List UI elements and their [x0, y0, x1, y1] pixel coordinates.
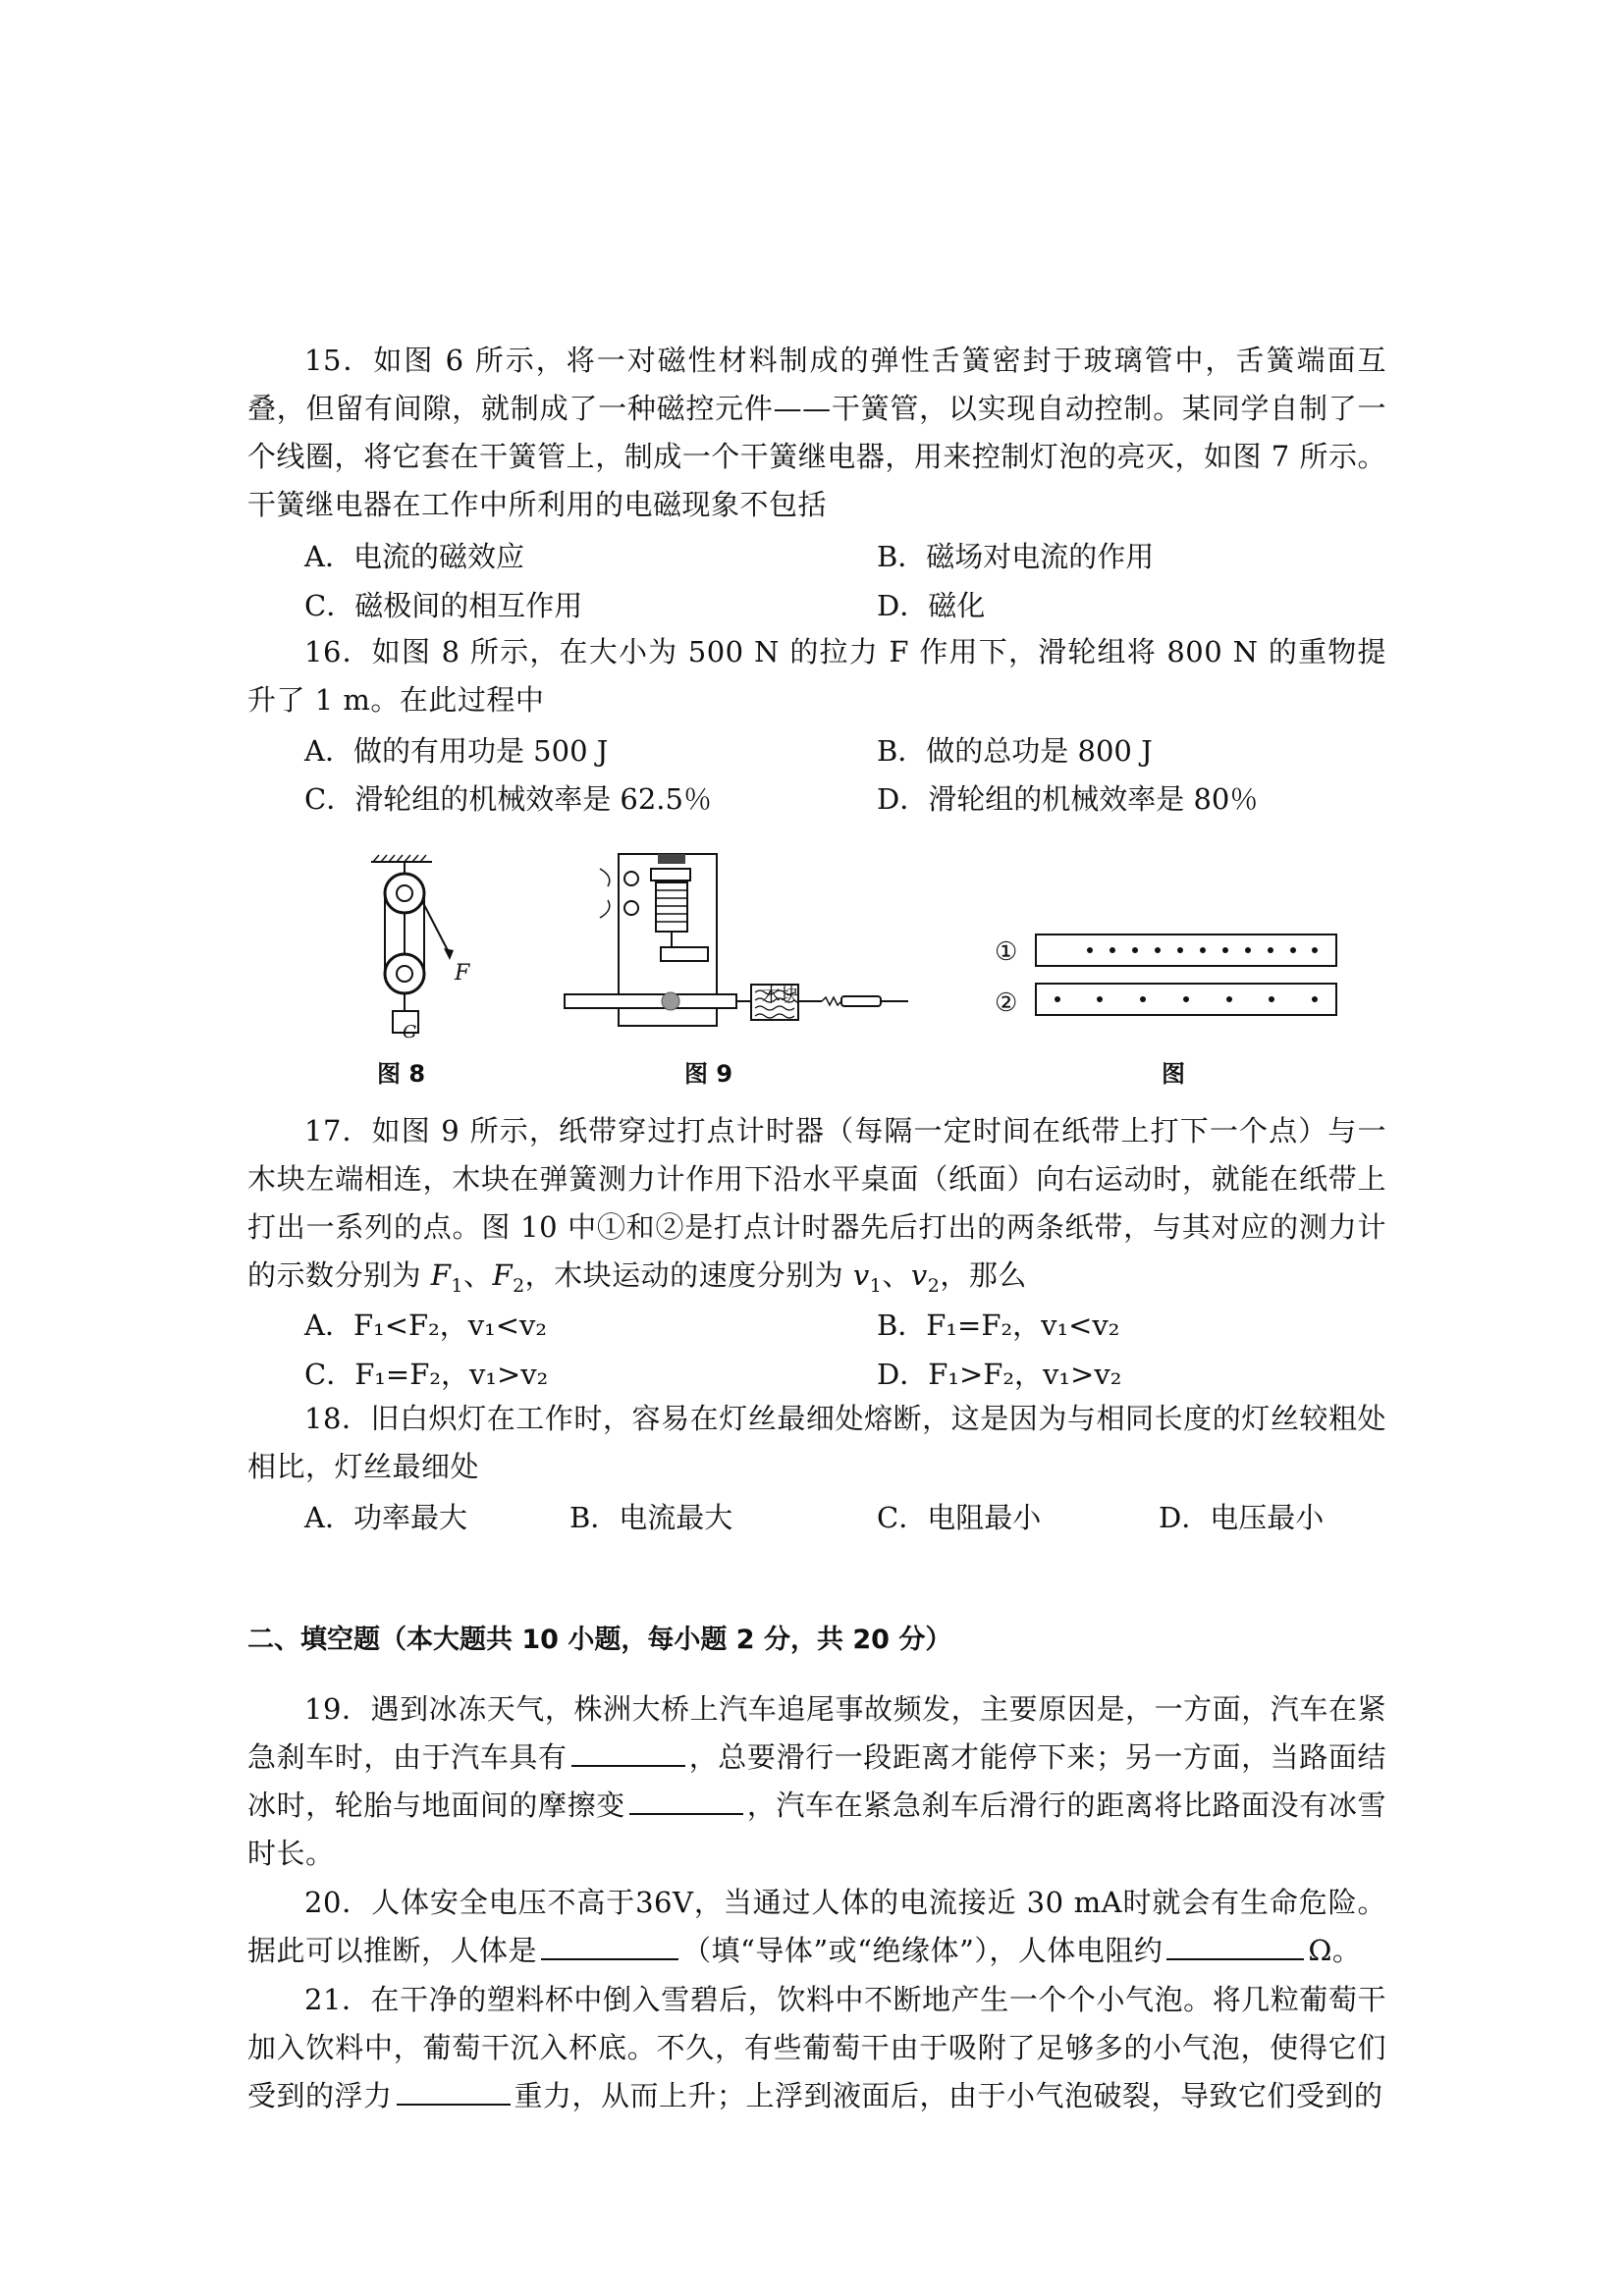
q17-f2-sub: 2 — [513, 1274, 525, 1297]
question-21-text — [247, 1976, 1386, 2120]
q15-option-c: C．磁极间的相互作用 — [304, 589, 583, 622]
q17-v2: v — [910, 1258, 928, 1292]
q17-f2: F — [492, 1258, 514, 1292]
figure-10-tape-2-label: ② — [995, 988, 1018, 1018]
q20-part-3: Ω。 — [1308, 1934, 1362, 1967]
q16-option-d: D．滑轮组的机械效率是 80％ — [877, 782, 1259, 816]
question-18-text: 18．旧白炽灯在工作时，容易在灯丝最细处熔断，这是因为与相同长度的灯丝较粗处相比，灯丝最细处 — [247, 1402, 1386, 1483]
figure-10-paper-tapes — [1036, 933, 1340, 1021]
q17-v2-sub: 2 — [927, 1274, 941, 1297]
figure-9-caption: 图 9 — [684, 1060, 733, 1088]
q18-option-c: C．电阻最小 — [877, 1501, 1042, 1534]
q20-part-2: （填“导体”或“绝缘体”），人体电阻约 — [682, 1934, 1164, 1967]
question-17-text — [247, 1107, 1386, 1310]
q17-f1: F — [430, 1258, 452, 1292]
figure-8-force-label: F — [455, 961, 470, 986]
q17-option-d: D．F₁>F₂，v₁>v₂ — [877, 1358, 1122, 1391]
q18-option-a: A．功率最大 — [304, 1501, 467, 1534]
q19-answer-blank-1[interactable] — [571, 1737, 685, 1767]
q15-option-d: D．磁化 — [877, 589, 986, 622]
q21-part-1: 21．在干净的塑料杯中倒入雪碧后，饮料中不断地产生一个个小气泡。将几粒葡萄干加入饮料中，葡萄干沉入杯底。不久，有些葡萄干由于吸附了足够多的小气泡，使得它们受到的浮力 — [247, 1983, 1386, 2112]
q19-part-1: 19．遇到冰冻天气，株洲大桥上汽车追尾事故频发，主要原因是，一方面，汽车在紧急刹车时，由于汽车具有 — [247, 1692, 1386, 1774]
q20-part-1: 20．人体安全电压不高于36V，当通过人体的电流接近 30 mA时就会有生命危险。据此可以推断，人体是 — [247, 1886, 1386, 1967]
q20-answer-blank-1[interactable] — [541, 1931, 678, 1960]
q17-option-b: B．F₁=F₂，v₁<v₂ — [877, 1308, 1120, 1342]
q21-answer-blank-1[interactable] — [397, 2076, 511, 2106]
q15-option-b: B．磁场对电流的作用 — [877, 540, 1155, 573]
question-15-text: 15．如图 6 所示，将一对磁性材料制成的弹性舌簧密封于玻璃管中，舌簧端面互叠，但留有间隙，就制成了一种磁控元件——干簧管，以实现自动控制。某同学自制了一个线圈，将它套在干簧管上，制成一个干簧继电器，用来控制灯泡的亮灭，如图 7 所示。干簧继电器在工作中所利用的电磁现象不包括 — [247, 344, 1386, 521]
question-16-text: 16．如图 8 所示，在大小为 500 N 的拉力 F 作用下，滑轮组将 800 N 的重物提升了 1 m。在此过程中 — [247, 635, 1386, 717]
figure-9-timer-diagram — [565, 849, 918, 1026]
figure-8-weight-label: G — [403, 1022, 417, 1042]
q17-mid: ，木块运动的速度分别为 — [524, 1258, 853, 1292]
q16-option-a: A．做的有用功是 500 J — [304, 734, 609, 768]
q17-f1-sub: 1 — [451, 1274, 463, 1297]
q19-part-3: ，汽车在紧急刹车后滑行的距离将比路面没有冰雪时长。 — [247, 1789, 1386, 1870]
section-2-heading: 二、填空题（本大题共 10 小题，每小题 2 分，共 20 分） — [247, 1625, 952, 1655]
q17-sep-2: 、 — [882, 1258, 911, 1292]
q17-v1: v — [852, 1258, 870, 1292]
q17-end: ，那么 — [940, 1258, 1027, 1292]
q17-text-main: 17．如图 9 所示，纸带穿过打点计时器（每隔一定时间在纸带上打下一个点）与一木块左端相连，木块在弹簧测力计作用下沿水平桌面（纸面）向右运动时，就能在纸带上打出一系列的点。图 10 中①和②是打点计时器先后打出的两条纸带，与其对应的测力计的示数分别为 — [247, 1114, 1386, 1292]
q18-option-d: D．电压最小 — [1159, 1501, 1325, 1534]
q15-option-a: A．电流的磁效应 — [304, 540, 524, 573]
figure-10-caption: 图 — [1162, 1060, 1185, 1088]
figure-9-block-label: 木块 — [762, 985, 800, 1006]
q17-option-c: C．F₁=F₂，v₁>v₂ — [304, 1358, 549, 1391]
figure-8-pulley-diagram — [363, 854, 491, 1050]
q18-option-b: B．电流最大 — [569, 1501, 733, 1534]
q19-part-2: ，总要滑行一段距离才能停下来；另一方面，当路面结冰时，轮胎与地面间的摩擦变 — [247, 1740, 1386, 1822]
q19-answer-blank-2[interactable] — [629, 1786, 743, 1815]
figure-10-tape-1-label: ① — [995, 937, 1018, 967]
figure-8-caption: 图 8 — [377, 1060, 426, 1088]
q21-part-2: 重力，从而上升；上浮到液面后，由于小气泡破裂，导致它们受到的 — [514, 2079, 1383, 2112]
q17-option-a: A．F₁<F₂，v₁<v₂ — [304, 1308, 548, 1342]
question-20-text — [247, 1879, 1386, 1975]
q16-option-c: C．滑轮组的机械效率是 62.5％ — [304, 782, 712, 816]
q20-answer-blank-2[interactable] — [1166, 1931, 1304, 1960]
q17-sep-1: 、 — [462, 1258, 493, 1292]
q17-v1-sub: 1 — [869, 1274, 883, 1297]
q16-option-b: B．做的总功是 800 J — [877, 734, 1153, 768]
question-19-text — [247, 1685, 1386, 1878]
